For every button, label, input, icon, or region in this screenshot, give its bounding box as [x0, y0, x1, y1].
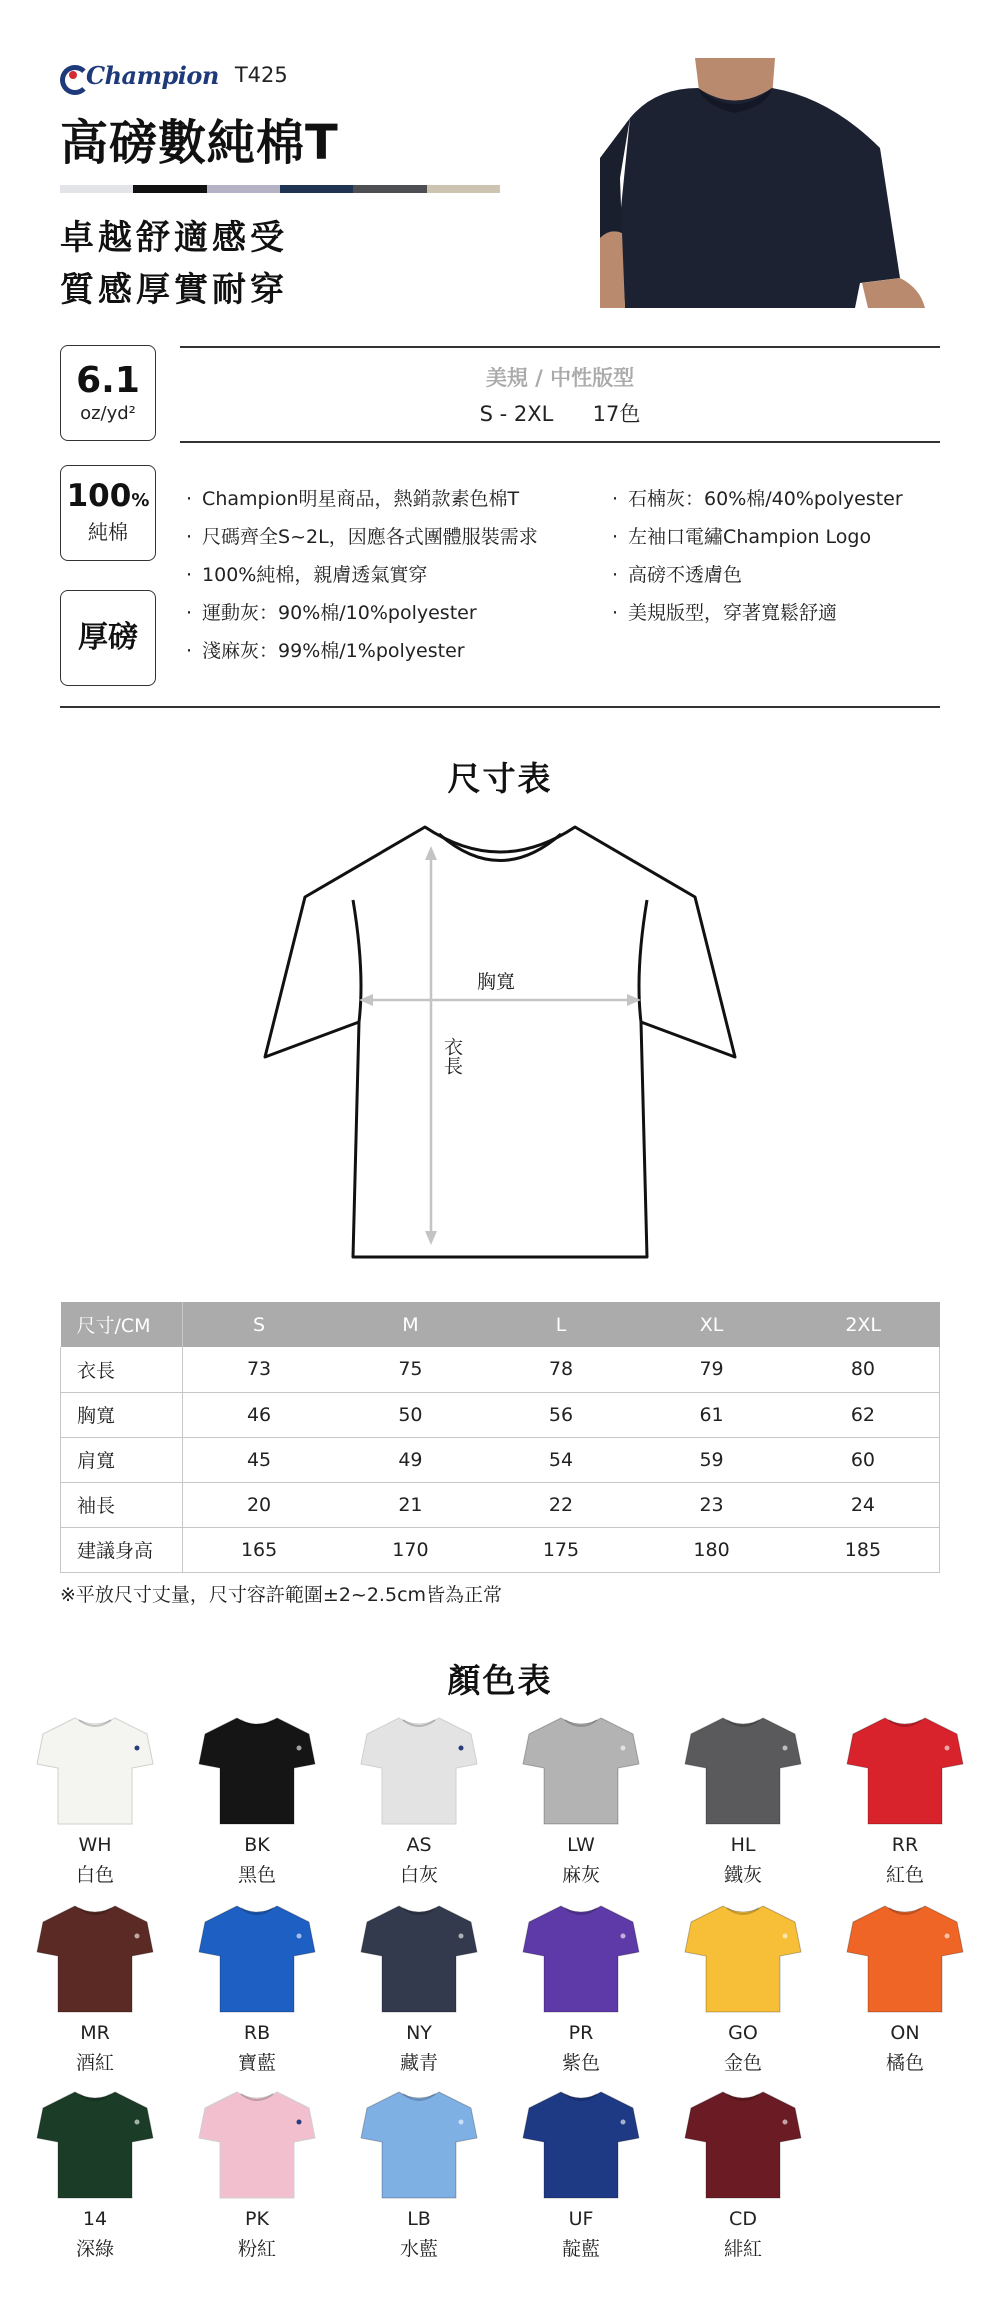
- tshirt-icon: [182, 2088, 332, 2200]
- color-code: AS: [406, 1834, 432, 1856]
- fit-label: 美規 / 中性版型: [485, 366, 635, 390]
- color-name: 橘色: [885, 2052, 924, 2074]
- table-cell: 180: [636, 1527, 787, 1572]
- color-name: 金色: [723, 2052, 762, 2074]
- tshirt-icon: [182, 1902, 332, 2014]
- color-code: LW: [567, 1834, 595, 1856]
- row-label: 袖長: [61, 1482, 183, 1527]
- feature-item: · 運動灰：90%棉/10%polyester: [186, 598, 538, 636]
- table-cell: 165: [183, 1527, 336, 1572]
- table-cell: 56: [486, 1392, 637, 1437]
- color-name: 酒紅: [75, 2052, 114, 2074]
- table-cell: 79: [636, 1347, 787, 1392]
- table-cell: 20: [183, 1482, 336, 1527]
- color-swatch: [20, 1714, 170, 1887]
- color-stripe-bar: [60, 185, 500, 193]
- size-range-row: [180, 398, 940, 428]
- tshirt-icon: [20, 1714, 170, 1826]
- color-code: MR: [80, 2022, 110, 2044]
- color-swatch: [182, 1902, 332, 2075]
- table-row: [61, 1347, 940, 1392]
- table-cell: 62: [787, 1392, 940, 1437]
- feature-item: · 100%純棉，親膚透氣實穿: [186, 560, 538, 598]
- feature-item: · 美規版型，穿著寬鬆舒適: [612, 598, 903, 636]
- stripe-segment: [60, 185, 133, 193]
- row-label: 衣長: [61, 1347, 183, 1392]
- column-header: 尺寸/CM: [61, 1302, 183, 1347]
- weight-value: 6.1: [76, 359, 140, 401]
- color-code: 14: [82, 2208, 108, 2230]
- measurement-note: ※平放尺寸丈量，尺寸容許範圍±2~2.5cm皆為正常: [60, 1584, 503, 1606]
- size-chart-title: 尺寸表: [447, 759, 553, 798]
- column-header: XL: [636, 1302, 787, 1347]
- color-swatch: [668, 2088, 818, 2261]
- color-code: RB: [243, 2022, 271, 2044]
- color-code: NY: [406, 2022, 432, 2044]
- color-chart-title: 顏色表: [447, 1661, 553, 1700]
- tshirt-icon: [506, 2088, 656, 2200]
- table-cell: 50: [335, 1392, 486, 1437]
- color-name: 麻灰: [561, 1864, 600, 1886]
- features-right: [612, 484, 903, 636]
- champion-logo: [60, 61, 219, 90]
- color-swatch: [344, 1902, 494, 2075]
- row-label: 建議身高: [61, 1527, 183, 1572]
- table-cell: 45: [183, 1437, 336, 1482]
- heavy-badge: [60, 590, 156, 686]
- chest-width-label: 胸寬: [477, 971, 516, 993]
- color-name: 白色: [75, 1864, 114, 1886]
- column-header: M: [335, 1302, 486, 1347]
- table-cell: 175: [486, 1527, 637, 1572]
- divider: [180, 346, 940, 348]
- tagline-2: 質感厚實耐穿: [60, 270, 288, 310]
- table-cell: 23: [636, 1482, 787, 1527]
- tshirt-icon: [668, 1902, 818, 2014]
- tshirt-icon: [20, 1902, 170, 2014]
- color-swatch: [668, 1714, 818, 1887]
- table-row: [61, 1392, 940, 1437]
- cotton-badge: [60, 465, 156, 561]
- tshirt-icon: [668, 2088, 818, 2200]
- tshirt-icon: [506, 1902, 656, 2014]
- tshirt-icon: [830, 1902, 980, 2014]
- color-swatch: [182, 2088, 332, 2261]
- features-left: [186, 484, 538, 674]
- tshirt-icon: [668, 1714, 818, 1826]
- stripe-segment: [207, 185, 280, 193]
- feature-item: · 石楠灰：60%棉/40%polyester: [612, 484, 903, 522]
- feature-item: · 高磅不透膚色: [612, 560, 903, 598]
- table-cell: 24: [787, 1482, 940, 1527]
- color-name: 紅色: [885, 1864, 924, 1886]
- stripe-segment: [427, 185, 500, 193]
- feature-item: · 淺麻灰：99%棉/1%polyester: [186, 636, 538, 674]
- size-range: S - 2XL: [479, 402, 554, 426]
- color-name: 水藍: [399, 2238, 438, 2260]
- color-name: 粉紅: [237, 2238, 276, 2260]
- column-header: S: [183, 1302, 336, 1347]
- table-row: [61, 1437, 940, 1482]
- color-swatch: [20, 2088, 170, 2261]
- table-cell: 78: [486, 1347, 637, 1392]
- product-title: 高磅數純棉T: [60, 115, 339, 171]
- color-name: 靛藍: [561, 2238, 600, 2260]
- tshirt-icon: [344, 1902, 494, 2014]
- color-code: ON: [890, 2022, 920, 2044]
- model-photo: [600, 58, 940, 308]
- tshirt-icon: [830, 1714, 980, 1826]
- color-name: 緋紅: [723, 2238, 762, 2260]
- stripe-segment: [133, 185, 206, 193]
- column-header: 2XL: [787, 1302, 940, 1347]
- table-cell: 54: [486, 1437, 637, 1482]
- tagline-1: 卓越舒適感受: [60, 218, 288, 258]
- color-code: PR: [568, 2022, 594, 2044]
- feature-item: · 尺碼齊全S~2L，因應各式團體服裝需求: [186, 522, 538, 560]
- color-code: GO: [728, 2022, 758, 2044]
- color-swatch: [182, 1714, 332, 1887]
- row-label: 肩寬: [61, 1437, 183, 1482]
- table-cell: 60: [787, 1437, 940, 1482]
- table-row: [61, 1527, 940, 1572]
- color-code: UF: [568, 2208, 594, 2230]
- table-cell: 75: [335, 1347, 486, 1392]
- stripe-segment: [280, 185, 353, 193]
- color-count: 17色: [592, 402, 641, 426]
- table-cell: 22: [486, 1482, 637, 1527]
- tshirt-diagram: [255, 822, 745, 1262]
- table-cell: 61: [636, 1392, 787, 1437]
- column-header: L: [486, 1302, 637, 1347]
- cotton-value: 100: [66, 478, 132, 514]
- tshirt-icon: [182, 1714, 332, 1826]
- champion-c-logo-icon: [60, 64, 84, 86]
- heavy-label: 厚磅: [78, 620, 138, 655]
- table-cell: 21: [335, 1482, 486, 1527]
- table-header-row: [61, 1302, 940, 1347]
- table-cell: 49: [335, 1437, 486, 1482]
- color-swatch: [506, 1714, 656, 1887]
- color-code: LB: [407, 2208, 431, 2230]
- brand-row: [60, 60, 288, 90]
- color-code: CD: [729, 2208, 757, 2230]
- divider: [180, 441, 940, 443]
- feature-item: · Champion明星商品，熱銷款素色棉T: [186, 484, 538, 522]
- table-row: [61, 1482, 940, 1527]
- cotton-label: 純棉: [88, 520, 128, 544]
- divider: [60, 706, 940, 708]
- model-number: T425: [234, 63, 288, 87]
- color-code: PK: [245, 2208, 269, 2230]
- size-table: [60, 1302, 940, 1573]
- color-name: 黑色: [237, 1864, 276, 1886]
- color-swatch: [830, 1714, 980, 1887]
- tshirt-icon: [344, 1714, 494, 1826]
- color-name: 紫色: [561, 2052, 600, 2074]
- color-code: RR: [891, 1834, 919, 1856]
- color-code: BK: [244, 1834, 270, 1856]
- tshirt-icon: [344, 2088, 494, 2200]
- color-name: 白灰: [399, 1864, 438, 1886]
- color-name: 鐵灰: [723, 1864, 762, 1886]
- color-name: 寶藍: [237, 2052, 276, 2074]
- color-name: 藏青: [399, 2052, 438, 2074]
- table-cell: 59: [636, 1437, 787, 1482]
- stripe-segment: [353, 185, 426, 193]
- color-swatch: [344, 1714, 494, 1887]
- feature-item: · 左袖口電繡Champion Logo: [612, 522, 903, 560]
- weight-unit: oz/yd²: [80, 402, 136, 424]
- cotton-percent: %: [131, 490, 150, 511]
- tshirt-icon: [20, 2088, 170, 2200]
- color-name: 深綠: [75, 2238, 114, 2260]
- table-cell: 185: [787, 1527, 940, 1572]
- color-code: HL: [730, 1834, 756, 1856]
- weight-badge: [60, 345, 156, 441]
- body-length-label: 衣長: [441, 1037, 463, 1075]
- table-cell: 170: [335, 1527, 486, 1572]
- table-cell: 46: [183, 1392, 336, 1437]
- table-cell: 73: [183, 1347, 336, 1392]
- color-swatch: [506, 2088, 656, 2261]
- color-swatch: [668, 1902, 818, 2075]
- color-swatch: [830, 1902, 980, 2075]
- brand-name: Champion: [86, 60, 219, 90]
- color-swatch: [20, 1902, 170, 2075]
- row-label: 胸寬: [61, 1392, 183, 1437]
- color-swatch: [506, 1902, 656, 2075]
- color-swatch: [344, 2088, 494, 2261]
- table-cell: 80: [787, 1347, 940, 1392]
- tshirt-icon: [506, 1714, 656, 1826]
- color-code: WH: [78, 1834, 112, 1856]
